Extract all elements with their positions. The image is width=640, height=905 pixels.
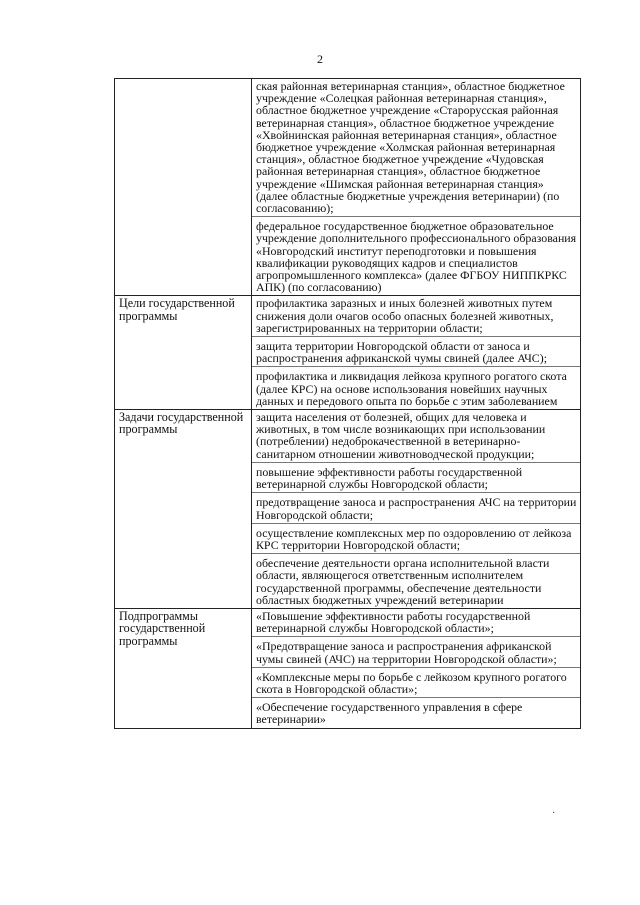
table-row [115, 79, 581, 296]
row-content-cell [252, 296, 581, 410]
paragraph: федеральное государственное бюджетное образовательное учреждение дополнительного профессионального образования «Новгородский институт переподготовки и повышения квалификации руководящих кадров и специалистов агропромышленного комплекса» (далее ФГБОУ НИППКРКС АПК) (по согласованию) [252, 216, 580, 293]
row-label-cell [115, 296, 252, 410]
paragraph: профилактика и ликвидация лейкоза крупного рогатого скота (далее КРС) на основе использования новейших научных данных и передового опыта по борьбе с этим заболеванием [252, 366, 580, 407]
row-label [115, 79, 251, 80]
row-label-cell [115, 608, 252, 728]
scan-mark: · [552, 808, 556, 819]
paragraph: «Комплексные меры по борьбе с лейкозом крупного рогатого скота в Новгородской области»; [252, 667, 580, 695]
paragraph: повышение эффективности работы государственной ветеринарной службы Новгородской области; [252, 462, 580, 490]
row-label: Задачи государственной программы [119, 410, 244, 437]
row-label-cell [115, 79, 252, 296]
paragraph: ская районная ветеринарная станция», областное бюджетное учреждение «Солецкая районная ветеринарная станция», областное бюджетное учреждение «Старорусская районная ветеринарная станция», областное бюджетное учреждение «Хвойнинская районная ветеринарная станция», областное бюджетное учреждение «Холмская районная ветеринарная станция», областное бюджетное учреждение «Чудовская районная ветеринарная станция», областное бюджетное учреждение «Шимская районная ветеринарная станция» (далее областные бюджетные учреждения ветеринарии) (по согласованию); [256, 79, 565, 216]
program-passport-table [114, 78, 581, 729]
table-row [115, 410, 581, 609]
paragraph: профилактика заразных и иных болезней животных путем снижения доли очагов особо опасных болезней животных, зарегистрированных на территории области; [256, 296, 554, 335]
row-content-cell [252, 608, 581, 728]
page-number: 2 [317, 52, 323, 66]
paragraph: «Обеспечение государственного управления в сфере ветеринарии» [252, 697, 580, 725]
row-label-cell [115, 410, 252, 609]
row-label: Цели государственной программы [119, 296, 235, 323]
paragraph: защита населения от болезней, общих для человека и животных, в том числе возникающих при использовании (потреблении) недоброкачественной в ветеринарно-санитарном отношении животноводческой продукции; [256, 410, 546, 461]
paragraph: «Предотвращение заноса и распространения африканской чумы свиней (АЧС) на территории Новгородской области»; [252, 636, 580, 664]
table-row [115, 296, 581, 410]
row-label: Подпрограммы государственной программы [119, 608, 206, 648]
paragraph: предотвращение заноса и распространения АЧС на территории Новгородской области; [252, 492, 580, 520]
paragraph: осуществление комплексных мер по оздоровлению от лейкоза КРС территории Новгородской области; [252, 523, 580, 551]
row-content-cell [252, 410, 581, 609]
row-content-cell [252, 79, 581, 296]
table-row [115, 608, 581, 728]
paragraph: «Повышение эффективности работы государственной ветеринарной службы Новгородской области»; [256, 608, 531, 636]
paragraph: обеспечение деятельности органа исполнительной власти области, являющегося ответственным исполнителем государственной программы, обеспечение деятельности областных бюджетных учреждений ветеринарии [252, 553, 580, 606]
paragraph: защита территории Новгородской области от заноса и распространения африканской чумы свиней (далее АЧС); [252, 336, 580, 364]
